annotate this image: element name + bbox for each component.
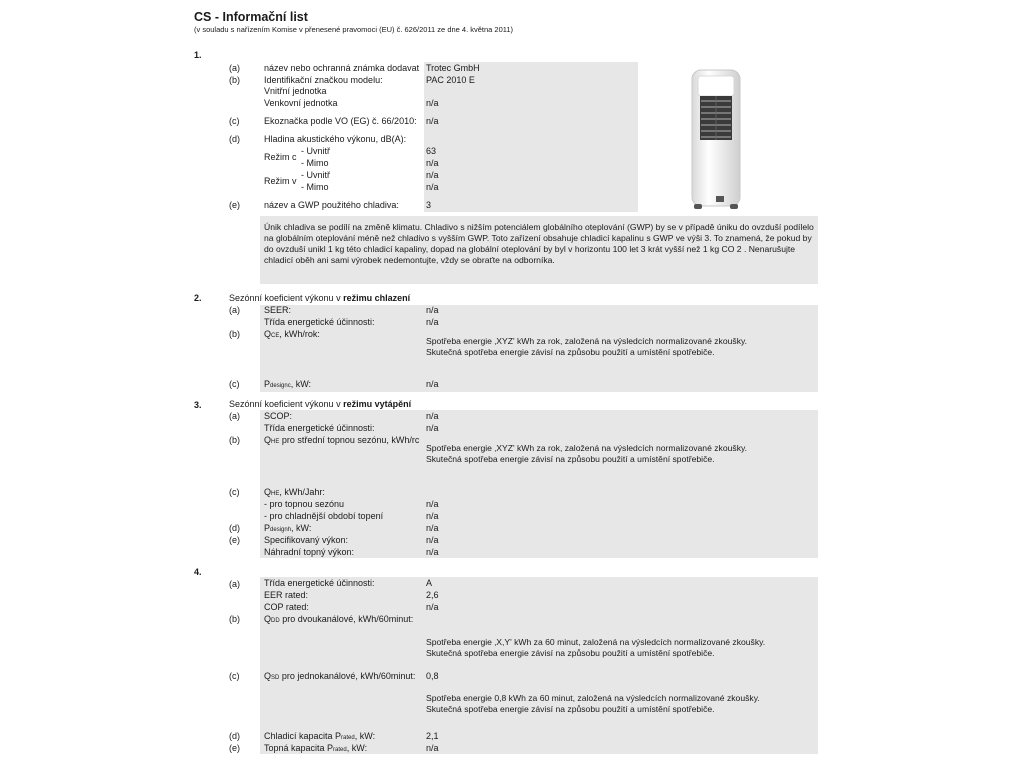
cooling-capacity-main: Chladicí kapacita P (264, 731, 342, 741)
qce-main: Q (264, 329, 272, 339)
pdesignh-rest: , kW: (291, 523, 312, 533)
qsd-value: 0,8 (426, 671, 439, 681)
s1-number: 1. (194, 50, 202, 60)
heating-capacity-label (264, 743, 367, 756)
seer-label: SEER: (264, 305, 292, 315)
qsd-main: Q (264, 671, 272, 681)
outdoor-unit-label: Venkovní jednotka (264, 98, 338, 108)
qhe-year-sub: HE (271, 491, 280, 497)
qdd-rest: pro dvoukanálové, kWh/60minut: (279, 614, 414, 624)
qhe-sub: HE (271, 439, 280, 445)
qce-sub: CE (271, 333, 280, 339)
s2-class-value: n/a (426, 317, 439, 327)
qce-text: Spotřeba energie ‚XYZ' kWh za rok, založená na výsledcích normalizované zkoušky. Skutečná spotřeba energie závisí na způsobu použití a umístění spotřebiče. (426, 336, 748, 357)
heating-season-value: n/a (426, 499, 439, 509)
outdoor-unit-value: n/a (426, 98, 439, 108)
qhe-main: Q (264, 435, 272, 445)
qhe-season-label (264, 435, 426, 448)
supplier-value: Trotec GmbH (426, 63, 480, 73)
air-conditioner-image (686, 66, 746, 212)
eer-label: EER rated: (264, 590, 309, 600)
s1-e-letter: (e) (229, 200, 240, 210)
mode-heating-label: Režim v (264, 176, 297, 186)
refrigerant-value: 3 (426, 200, 432, 210)
qhe-year-rest: , kWh/Jahr: (279, 487, 325, 497)
qhe-rest: pro střední topnou sezónu, kWh/rc (279, 435, 420, 445)
s2-class-label: Třída energetické účinnosti: (264, 317, 375, 327)
backup-heating-label: Náhradní topný výkon: (264, 547, 355, 557)
qsd-sub: SD (271, 675, 280, 681)
specified-output-value: n/a (426, 535, 439, 545)
heating-capacity-sub: rated (333, 747, 347, 753)
s1-a-letter: (a) (229, 63, 240, 73)
s3-title-text: Sezónní koeficient výkonu v (229, 399, 344, 409)
cop-value: n/a (426, 602, 439, 612)
heating-capacity-rest: , kW: (346, 743, 368, 753)
heating-capacity-value: n/a (426, 743, 439, 753)
s1-c-letter: (c) (229, 116, 240, 126)
model-label: Identifikační značkou modelu: (264, 75, 383, 85)
noise-label: Hladina akustického výkonu, dB(A): (264, 134, 407, 144)
s4-c-letter: (c) (229, 671, 240, 681)
cooling-capacity-rest: , kW: (354, 731, 376, 741)
cooling-capacity-sub: rated (341, 735, 355, 741)
qsd-label (264, 671, 415, 684)
heating-capacity-main: Topná kapacita P (264, 743, 334, 753)
pdesignh-sub: designh (270, 527, 292, 533)
qdd-text: Spotřeba energie ‚X,Y' kWh za 60 minut, založená na výsledcích normalizované zkoušky. Skutečná spotřeba energie závisí na způsobu použití a umístění spotřebiče. (426, 637, 766, 658)
ecolabel-label: Ekoznačka podle VO (EG) č. 66/2010: (264, 116, 417, 126)
inside-label: - Uvnitř (301, 170, 330, 180)
eer-value: 2,6 (426, 590, 439, 600)
ecolabel-value: n/a (426, 116, 439, 126)
backup-heating-value: n/a (426, 547, 439, 557)
s1-d-letter: (d) (229, 134, 240, 144)
colder-season-label: - pro chladnější období topení (264, 511, 384, 521)
cop-label: COP rated: (264, 602, 309, 612)
s3-e-letter: (e) (229, 535, 240, 545)
s3-c-letter: (c) (229, 487, 240, 497)
qsd-text: Spotřeba energie 0,8 kWh za 60 minut, založená na výsledcích normalizované zkoušky. Skutečná spotřeba energie závisí na způsobu použití a umístění spotřebiče. (426, 693, 760, 714)
heating-season-label: - pro topnou sezónu (264, 499, 345, 509)
colder-season-value: n/a (426, 511, 439, 521)
s2-title-bold: režimu chlazení (343, 293, 411, 303)
qhe-text: Spotřeba energie ‚XYZ' kWh za rok, založená na výsledcích normalizované zkoušky. Skutečná spotřeba energie závisí na způsobu použití a umístění spotřebiče. (426, 443, 748, 464)
cooling-outside-value: n/a (426, 158, 439, 168)
s3-number: 3. (194, 400, 202, 410)
s2-b-letter: (b) (229, 329, 240, 339)
scop-label: SCOP: (264, 411, 293, 421)
qce-label (264, 329, 320, 342)
qce-rest: , kWh/rok: (279, 329, 320, 339)
page-title: CS - Informační list (194, 10, 308, 24)
indoor-unit-label: Vnitřní jednotka (264, 86, 327, 96)
s3-d-letter: (d) (229, 523, 240, 533)
s3-title (229, 399, 411, 410)
pdesignc-label (264, 379, 311, 392)
scop-value: n/a (426, 411, 439, 421)
qsd-rest: pro jednokanálové, kWh/60minut: (279, 671, 416, 681)
refrigerant-paragraph: Únik chladiva se podílí na změně klimatu. Chladivo s nižším potenciálem globálního oteplování (GWP) by se v případě úniku do ovzduší podílelo na globálním oteplování méně než chladivo s vyšším GWP. Toto zařízení obsahuje chladicí kapalinu s GWP ve výši 3. To znamená, že pokud by do ovzduší unikl 1 kg této chladicí kapaliny, dopad na globální oteplování by byl v horizontu 100 let 3 krát vyšší než 1 kg CO 2 . Nenarušujte chladicí oběh ani sami výrobek nedemontujte, vždy se obraťte na odborníka. (264, 222, 814, 265)
s2-title-text: Sezónní koeficient výkonu v (229, 293, 344, 303)
s4-band (260, 577, 818, 754)
s4-e-letter: (e) (229, 743, 240, 753)
qdd-label (264, 614, 413, 627)
s4-class-value: A (426, 578, 433, 588)
heating-outside-value: n/a (426, 182, 439, 192)
pdesignc-sub: designc (270, 383, 291, 389)
s4-a-letter: (a) (229, 579, 240, 589)
pdesignc-value: n/a (426, 379, 439, 389)
qhe-year-main: Q (264, 487, 272, 497)
inside-label: - Uvnitř (301, 146, 330, 156)
pdesignc-main: P (264, 379, 271, 389)
heating-inside-value: n/a (426, 170, 439, 180)
s4-class-label: Třída energetické účinnosti: (264, 578, 375, 588)
pdesignh-main: P (264, 523, 271, 533)
model-value: PAC 2010 E (426, 75, 475, 85)
pdesignh-value: n/a (426, 523, 439, 533)
s4-b-letter: (b) (229, 614, 240, 624)
s2-title (229, 293, 410, 304)
s1-b-letter: (b) (229, 75, 240, 85)
cooling-capacity-value: 2,1 (426, 731, 439, 741)
s2-a-letter: (a) (229, 305, 240, 315)
s2-c-letter: (c) (229, 379, 240, 389)
outside-label: - Mimo (301, 158, 329, 168)
seer-value: n/a (426, 305, 439, 315)
qdd-main: Q (264, 614, 272, 624)
cooling-inside-value: 63 (426, 146, 437, 156)
s3-a-letter: (a) (229, 411, 240, 421)
s4-number: 4. (194, 567, 202, 577)
mode-cooling-label: Režim c (264, 152, 297, 162)
s4-d-letter: (d) (229, 731, 240, 741)
s2-number: 2. (194, 293, 202, 303)
outside-label: - Mimo (301, 182, 329, 192)
refrigerant-label: název a GWP použitého chladiva: (264, 200, 399, 210)
qdd-sub: DD (271, 618, 280, 624)
s3-b-letter: (b) (229, 435, 240, 445)
page-subtitle: (v souladu s nařízením Komise v přenesené pravomoci (EU) č. 626/2011 ze dne 4. května 2011) (194, 25, 514, 34)
s3-class-label: Třída energetické účinnosti: (264, 423, 375, 433)
s3-class-value: n/a (426, 423, 439, 433)
pdesignc-rest: , kW: (290, 379, 312, 389)
specified-output-label: Specifikovaný výkon: (264, 535, 349, 545)
s3-title-bold: režimu vytápění (343, 399, 412, 409)
supplier-label: název nebo ochranná známka dodavat (264, 63, 420, 73)
